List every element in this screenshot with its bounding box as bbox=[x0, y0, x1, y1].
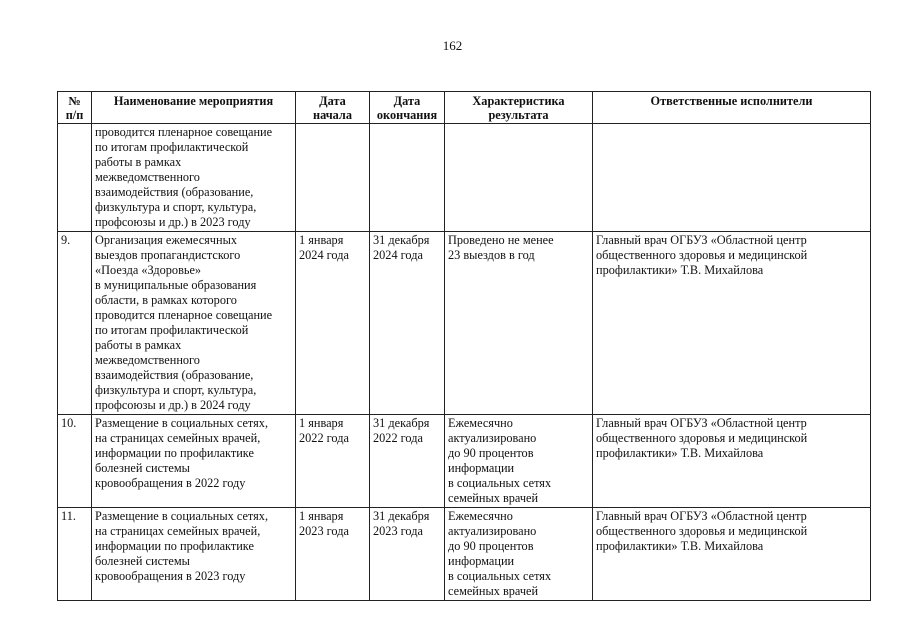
row-end-date: 31 декабря 2024 года bbox=[370, 232, 445, 415]
header-responsible: Ответственные исполнители bbox=[593, 92, 871, 124]
header-end-date: Дата окончания bbox=[370, 92, 445, 124]
row-end-date bbox=[370, 124, 445, 232]
row-name: проводится пленарное совещание по итогам профилактической работы в рамках межведомственного взаимодействия (образование, физкультура и спорт, культура, профсоюзы и др.) в 2023 году bbox=[92, 124, 296, 232]
activities-table bbox=[57, 91, 871, 601]
table-header-row bbox=[58, 92, 871, 124]
row-result: Проведено не менее 23 выездов в год bbox=[445, 232, 593, 415]
row-responsible bbox=[593, 124, 871, 232]
row-start-date: 1 января 2022 года bbox=[296, 415, 370, 508]
row-responsible: Главный врач ОГБУЗ «Областной центр общественного здоровья и медицинской профилактики» Т.В. Михайлова bbox=[593, 415, 871, 508]
row-responsible: Главный врач ОГБУЗ «Областной центр общественного здоровья и медицинской профилактики» Т.В. Михайлова bbox=[593, 508, 871, 601]
row-num: 10. bbox=[58, 415, 92, 508]
row-num bbox=[58, 124, 92, 232]
row-result bbox=[445, 124, 593, 232]
header-num: № п/п bbox=[58, 92, 92, 124]
row-responsible: Главный врач ОГБУЗ «Областной центр общественного здоровья и медицинской профилактики» Т.В. Михайлова bbox=[593, 232, 871, 415]
row-num: 11. bbox=[58, 508, 92, 601]
table-row bbox=[58, 415, 871, 508]
header-start-date: Дата начала bbox=[296, 92, 370, 124]
table-row bbox=[58, 232, 871, 415]
table-row bbox=[58, 508, 871, 601]
row-result: Ежемесячно актуализировано до 90 процентов информации в социальных сетях семейных врачей bbox=[445, 415, 593, 508]
row-name: Размещение в социальных сетях, на страницах семейных врачей, информации по профилактике болезней системы кровообращения в 2022 году bbox=[92, 415, 296, 508]
row-name: Организация ежемесячных выездов пропагандистского «Поезда «Здоровье» в муниципальные образования области, в рамках которого проводится пленарное совещание по итогам профилактической работы в рамках межведомственного взаимодействия (образование, физкультура и спорт, культура, профсоюзы и др.) в 2024 году bbox=[92, 232, 296, 415]
row-result: Ежемесячно актуализировано до 90 процентов информации в социальных сетях семейных врачей bbox=[445, 508, 593, 601]
row-name: Размещение в социальных сетях, на страницах семейных врачей, информации по профилактике болезней системы кровообращения в 2023 году bbox=[92, 508, 296, 601]
row-end-date: 31 декабря 2022 года bbox=[370, 415, 445, 508]
header-name: Наименование мероприятия bbox=[92, 92, 296, 124]
row-start-date: 1 января 2023 года bbox=[296, 508, 370, 601]
page-number: 162 bbox=[442, 38, 463, 53]
row-start-date bbox=[296, 124, 370, 232]
table-row bbox=[58, 124, 871, 232]
header-result: Характеристика результата bbox=[445, 92, 593, 124]
row-start-date: 1 января 2024 года bbox=[296, 232, 370, 415]
row-end-date: 31 декабря 2023 года bbox=[370, 508, 445, 601]
row-num: 9. bbox=[58, 232, 92, 415]
